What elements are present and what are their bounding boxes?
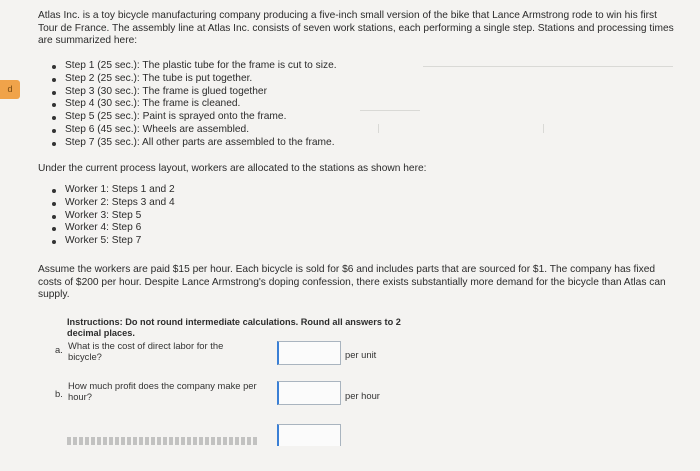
allocation-heading: Under the current process layout, workers are allocated to the stations as shown here: xyxy=(38,163,427,174)
list-item: Step 4 (30 sec.): The frame is cleaned. xyxy=(48,98,337,111)
answer-b-input[interactable] xyxy=(277,381,341,405)
list-item: Worker 1: Steps 1 and 2 xyxy=(48,184,175,197)
divider xyxy=(378,124,379,133)
list-item: Step 2 (25 sec.): The tube is put together. xyxy=(48,73,337,86)
instructions: Instructions: Do not round intermediate calculations. Round all answers to 2 decimal places. xyxy=(67,317,401,338)
workers-list xyxy=(48,184,175,248)
list-item: Worker 5: Step 7 xyxy=(48,235,175,248)
steps-list xyxy=(48,60,337,150)
question-a-label: a. xyxy=(55,344,63,355)
assumption-paragraph: Assume the workers are paid $15 per hour. Each bicycle is sold for $6 and includes parts that are sourced for $1. The company has fixed costs of $200 per hour. Despite Lance Armstrong's doping confession, there exists substantially more demand for the bicycle than Atlas can supply. xyxy=(38,264,666,301)
list-item: Step 5 (25 sec.): Paint is sprayed onto the frame. xyxy=(48,111,337,124)
question-b-label: b. xyxy=(55,388,63,399)
problem-intro: Atlas Inc. is a toy bicycle manufacturing company producing a five-inch small version of the bike that Lance Armstrong rode to win his first Tour de France. The assembly line at Atlas Inc. consists of seven work stations, each performing a single step. Stations and processing times are summarized here: xyxy=(38,10,674,47)
list-item: Step 7 (35 sec.): All other parts are assembled to the frame. xyxy=(48,137,337,150)
list-item: Worker 2: Steps 3 and 4 xyxy=(48,197,175,210)
divider xyxy=(423,66,673,67)
side-tab[interactable]: d xyxy=(0,80,20,99)
answer-b-unit: per hour xyxy=(345,390,380,401)
question-b-text: How much profit does the company make per hour? xyxy=(68,380,257,402)
list-item: Step 6 (45 sec.): Wheels are assembled. xyxy=(48,124,337,137)
divider xyxy=(543,124,544,133)
list-item: Step 3 (30 sec.): The frame is glued together xyxy=(48,86,337,99)
answer-c-input[interactable] xyxy=(277,424,341,446)
question-a-text: What is the cost of direct labor for the bicycle? xyxy=(68,340,224,362)
answer-a-unit: per unit xyxy=(345,349,377,360)
answer-a-input[interactable] xyxy=(277,341,341,365)
list-item: Step 1 (25 sec.): The plastic tube for the frame is cut to size. xyxy=(48,60,337,73)
list-item: Worker 3: Step 5 xyxy=(48,210,175,223)
list-item: Worker 4: Step 6 xyxy=(48,222,175,235)
cropped-question-text xyxy=(67,437,257,445)
divider xyxy=(360,110,420,111)
